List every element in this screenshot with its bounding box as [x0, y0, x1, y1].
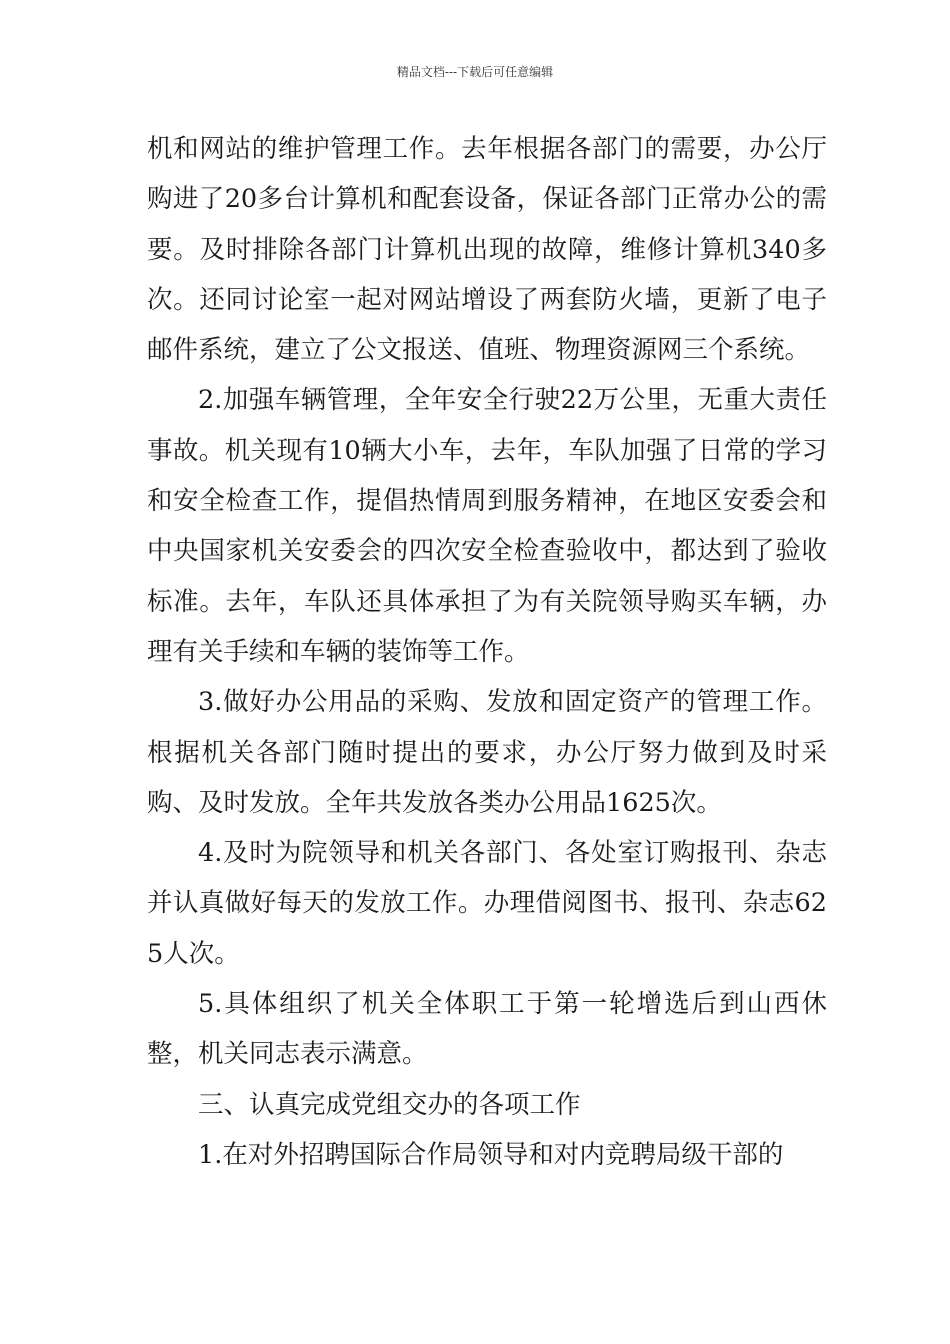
- section-heading: 三、认真完成党组交办的各项工作: [198, 1089, 581, 1120]
- page-header: 精品文档---下载后可任意编辑: [396, 65, 554, 79]
- document-body: [147, 124, 827, 1180]
- paragraph-newspapers: 4.及时为院领导和机关各部门、各处室订购报刊、杂志并认真做好每天的发放工作。办理借阅图书、报刊、杂志625人次。: [147, 838, 827, 969]
- paragraph-recruitment: 1.在对外招聘国际合作局领导和对内竞聘局级干部的: [198, 1139, 784, 1170]
- paragraph-staff-trip: 5.具体组织了机关全体职工于第一轮增选后到山西休整，机关同志表示满意。: [147, 989, 827, 1070]
- paragraph-continued: 机和网站的维护管理工作。去年根据各部门的需要，办公厅购进了20多台计算机和配套设备，保证各部门正常办公的需要。及时排除各部门计算机出现的故障，维修计算机340多次。还同讨论室一起对网站增设了两套防火墙，更新了电子邮件系统，建立了公文报送、值班、物理资源网三个系统。: [147, 134, 827, 366]
- paragraph-vehicle-management: 2.加强车辆管理，全年安全行驶22万公里，无重大责任事故。机关现有10辆大小车，去年，车队加强了日常的学习和安全检查工作，提倡热情周到服务精神，在地区安委会和中央国家机关安委会的四次安全检查验收中，都达到了验收标准。去年，车队还具体承担了为有关院领导购买车辆，办理有关手续和车辆的装饰等工作。: [147, 385, 827, 667]
- paragraph-office-supplies: 3.做好办公用品的采购、发放和固定资产的管理工作。根据机关各部门随时提出的要求，办公厅努力做到及时采购、及时发放。全年共发放各类办公用品1625次。: [147, 687, 827, 818]
